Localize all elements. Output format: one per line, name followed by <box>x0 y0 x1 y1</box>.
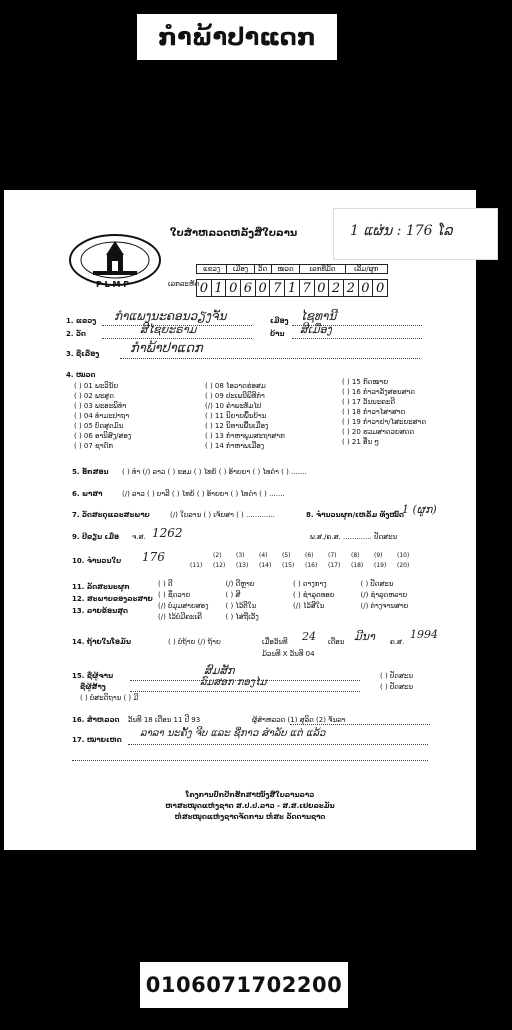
sheet-number-tab <box>333 208 498 260</box>
field-14-day: 24 <box>302 630 316 643</box>
code-header: ວັດ <box>254 265 271 274</box>
category-item[interactable]: ( ) 19 ກຳວາຢາ/ໄສະຍະສາດ <box>342 418 427 426</box>
category-item[interactable]: ( ) 21 ອື່ນ ໆ <box>342 438 380 446</box>
page-count-cell: (13) <box>236 562 249 569</box>
field-6-label: 6. ພາສາ <box>72 490 103 498</box>
page-count-cell: (8) <box>351 552 360 559</box>
condition-option[interactable]: (/) ຊຳລຸດຫລາຍ <box>360 591 408 599</box>
page-count-cell: (6) <box>305 552 314 559</box>
field-3-label: 3. ຊື່ເລື່ອງ <box>66 350 100 358</box>
field-14-month-label: ເດືອນ <box>328 638 345 646</box>
code-digit: 0 <box>255 280 270 297</box>
page-count-cell: (7) <box>328 552 337 559</box>
code-header: ເລີ້ມ/ຜູກ <box>345 265 387 274</box>
condition-option[interactable]: ( ) ປັດສະນ <box>360 580 394 588</box>
logo-text: P L M P <box>96 280 130 289</box>
category-item[interactable]: ( ) 15 ກົດໝາຍ <box>342 378 389 386</box>
category-item[interactable]: ( ) 02 ພະສູດ <box>74 392 114 400</box>
page-count-cell: (14) <box>259 562 272 569</box>
category-item[interactable]: ( ) 11 ນິຍາຍພຶ້ນບ້ານ <box>205 412 267 420</box>
page-count-cell: (12) <box>213 562 226 569</box>
footer-line-2: ຫາສະໝຸດແຫ່ງຊາດ ສ.ປ.ປ.ລາວ - ສ.ສ.ເຢຍລະມັນ <box>165 802 335 810</box>
footer-code-card <box>140 962 348 1008</box>
condition-option[interactable]: (/) ດີຫຼາຍ <box>225 580 255 588</box>
code-digit: 7 <box>299 280 314 297</box>
category-item[interactable]: ( ) 16 ກຳວາລັງສອນສາດ <box>342 388 415 396</box>
page-count-grid <box>190 552 420 569</box>
category-col-3 <box>342 377 426 447</box>
reg-label: ເລກລະຫັດ <box>168 280 200 288</box>
field-8-value: 1 (ຜູກ) <box>402 503 437 516</box>
field-14-month: ມີນາ <box>354 630 375 643</box>
field-2-label: 2. ວັດ <box>66 330 86 338</box>
condition-option[interactable]: ( ) ຊຳລຸດທອຍ <box>293 591 335 599</box>
condition-grid <box>158 580 428 621</box>
category-item[interactable]: ( ) 07 ຊາດົກ <box>74 442 113 450</box>
condition-option[interactable]: (/) ໄວ້ບໍ່ມີຄະເຄີ <box>158 613 202 621</box>
field-5-options[interactable]: ( ) ທຳ (/) ລາວ ( ) ຂອມ ( ) ໄທຍ້ ( ) ອ້າຍຍາ ( ) ໄທດຳ ( ) ....... <box>122 468 307 476</box>
field-10-label: 10. ຈຳນວນໃບ <box>72 557 122 565</box>
code-header-row <box>197 265 388 274</box>
field-8-label: 8. ຈຳນວນຜູກ/ເຫລັ້ມ ທັງໝົດ <box>306 511 404 519</box>
field-7-label: 7. ວັດສະດຸແລະສະພາບ <box>72 511 150 519</box>
field-15b-label: ຊື່ຜູ້ສ້າງ <box>80 683 106 691</box>
page-count-cell: (4) <box>259 552 268 559</box>
page-count-cell: (20) <box>397 562 410 569</box>
code-digit: 0 <box>358 280 373 297</box>
field-15c[interactable]: ( ) ບໍ່ສະດິຖານ ( ) ມີ <box>80 694 139 702</box>
category-item[interactable]: ( ) 09 ປະເພນີພິທີກຳ <box>205 392 265 400</box>
category-item[interactable]: ( ) 03 ພະອະພິທຳ <box>74 402 127 410</box>
category-item[interactable]: ( ) 13 ກຳຫາພູມສະຖາສາກ <box>205 432 285 440</box>
field-1b-value: ໄຊທານີ <box>300 309 337 323</box>
header-title: ກຳພ້າປາແດກ <box>158 23 316 51</box>
category-item[interactable]: ( ) 01 ພະວິນັຍ <box>74 382 119 390</box>
field-16-surveyor: ຜູ້ສຳຫລວດ (1) ສຸລິດ (2) ຈັນລາ <box>252 716 346 724</box>
field-15-suffix[interactable]: ( ) ປັດສະນ <box>380 672 413 680</box>
condition-option[interactable]: ( ) ໄສ່ຖືເວັ້ງ <box>225 613 259 621</box>
category-item[interactable]: ( ) 17 ວັນນະຄະດີ <box>342 398 396 406</box>
field-15-label: 15. ຊື່ຜູ້ຈານ <box>72 672 114 680</box>
field-9-rest: ພ.ສ./ຄ.ສ. ............. ປັດສະນ <box>310 533 398 541</box>
form-title: ໃບສຳຫລວດຫລັງສືໃບລານ <box>170 228 298 239</box>
condition-option[interactable]: ( ) ສີ <box>225 591 241 599</box>
category-item[interactable]: ( ) 08 ໄອວາດຮ່ອສມ <box>205 382 266 390</box>
category-col-2 <box>205 381 285 451</box>
sheet-number: 1 ແຜ່ນ : 176 ໂລ <box>350 223 453 239</box>
code-digit: 2 <box>329 280 344 297</box>
footer-line-3: ຫໍສະໝຸດແຫ່ງຊາດຈັດການ ຫໍສະ ລັດດານຊາດ <box>174 813 326 821</box>
condition-option[interactable]: (/) ບໍ່ມຸມສາຍສອງ <box>158 602 209 610</box>
page-count-cell: (5) <box>282 552 291 559</box>
field-16-date: ວັນທີ 18 ເດືອນ 11 ປີ 93 <box>128 716 201 724</box>
field-14-year-label: ຄ.ສ. <box>390 638 405 646</box>
category-item[interactable]: ( ) 14 ກຳຫາພເມືອງ <box>205 442 265 450</box>
field-16-label: 16. ສຳຫລວດ <box>72 716 120 724</box>
field-2b-value: ສີເມືອງ <box>300 323 332 336</box>
category-item[interactable]: ( ) 06 ອານິສົງ/ສອງ <box>74 432 132 440</box>
field-1b-label: ເມືອງ <box>270 317 289 325</box>
code-values-table <box>196 279 388 297</box>
code-digit: 6 <box>241 280 256 297</box>
field-15-value: ສົມສັກ <box>204 664 235 677</box>
field-14-options[interactable]: ( ) ບໍ່ຖ້າຍ (/) ຖ້າຍ <box>168 638 221 646</box>
code-values-row <box>197 280 388 297</box>
category-item[interactable]: ( ) 05 ບົດສູດມົນ <box>74 422 124 430</box>
footer-line-1: ໂຄງການປົກປັກຮັກສາໜັງສືໃບລານລາວ <box>185 791 315 799</box>
condition-option[interactable]: ( ) ຊຶດວາຍ <box>158 591 191 599</box>
field-14-roll: ມ້ວນທີ X ວັນທີ 04 <box>262 650 315 658</box>
code-header: ແຂວງ <box>197 265 227 274</box>
page-count-cell: (16) <box>305 562 318 569</box>
field-17-label: 17. ໝາຍເຫດ <box>72 736 122 744</box>
field-9-value: 1262 <box>152 526 183 540</box>
category-col-1 <box>74 381 131 451</box>
field-2b-label: ບ້ານ <box>270 330 285 338</box>
category-item[interactable]: ( ) 18 ກຳວາໄສາສາດ <box>342 408 406 416</box>
page-count-cell: (15) <box>282 562 295 569</box>
form-footer <box>150 790 350 823</box>
code-header: ເມືອງ <box>227 265 254 274</box>
page-count-cell <box>190 552 213 559</box>
footer-code: 0106071702200 <box>145 973 343 997</box>
code-digit: 7 <box>270 280 285 297</box>
field-12-label: 12. ສະພາບຂອງລະສາຍ <box>72 595 153 603</box>
field-14-label: 14. ຖ້າຍໃນໂອມັນ <box>72 638 131 646</box>
field-5-label: 5. ອັກສອນ <box>72 468 109 476</box>
code-digit: 0 <box>314 280 329 297</box>
page-count-cell: (3) <box>236 552 245 559</box>
condition-option[interactable]: ( ) ດີ <box>158 580 173 588</box>
page-count-cell: (9) <box>374 552 383 559</box>
code-digit: 1 <box>211 280 226 297</box>
field-15b-value: ລົມສອກ ກອງໄມ <box>200 677 267 688</box>
field-7-options[interactable]: (/) ໃບລານ ( ) ເຈ້ຍສາ ( ) ............. <box>170 511 275 519</box>
category-item[interactable]: ( ) 04 ທຳມະປາຖາ <box>74 412 130 420</box>
category-item[interactable]: ( ) 12 ນິທານພື້ນເມືອງ <box>205 422 269 430</box>
field-11-label: 11. ລັດສະນະຜູກ <box>72 583 130 591</box>
page-count-cell: (19) <box>374 562 387 569</box>
page-count-cell: (17) <box>328 562 341 569</box>
condition-option[interactable]: (/) ຕ່າງຈານສາຍ <box>360 602 409 610</box>
field-9-cs: ຈ.ສ. <box>132 533 146 541</box>
code-table <box>196 264 388 274</box>
field-17-value: ລາລາ ນະຄັ້ງ ຈີບ ແລະ ຊີ່ກາວ ສຳລັບ ແຕ່ ແລ້ວ <box>140 728 326 739</box>
condition-option[interactable]: ( ) ໄວ້ຕີໃນ <box>225 602 257 610</box>
page-count-cell: (2) <box>213 552 222 559</box>
field-13-label: 13. ລາຍຂ້ອນສຸດ <box>72 607 128 615</box>
field-1-label: 1. ແຂວງ <box>66 317 97 325</box>
header-title-card <box>137 14 337 60</box>
field-14-date-label: ເມື່ອວັນທີ <box>262 638 288 646</box>
field-15b-suffix[interactable]: ( ) ປັດສະນ <box>380 683 413 691</box>
page-count-cell: (10) <box>397 552 410 559</box>
page-count-cell: (18) <box>351 562 364 569</box>
code-digit: 0 <box>197 280 212 297</box>
condition-option[interactable]: ( ) ດາງກາງ <box>293 580 327 588</box>
field-1-value: ກຳແພງນະຄອນວຽງຈັນ <box>114 309 227 323</box>
condition-option[interactable]: (/) ໄວ້ສີໃນ <box>293 602 325 610</box>
page-count-cell: (11) <box>190 562 203 569</box>
code-header: ເລກທີ່ມັດ <box>300 265 345 274</box>
field-9-label: 9. ປີຂຽນ ເມື່ອ <box>72 533 120 541</box>
code-digit: 2 <box>343 280 358 297</box>
field-2-value: ສີໄຊຍະຣາມ <box>140 323 197 336</box>
code-header: ໝວດ <box>271 265 300 274</box>
code-digit: 0 <box>226 280 241 297</box>
category-item[interactable]: (/) 10 ຄຳພະທັມໄປ <box>205 402 262 410</box>
category-item[interactable]: ( ) 20 ຮວມສາດວຍສດດ <box>342 428 415 436</box>
code-digit: 1 <box>285 280 300 297</box>
field-6-options[interactable]: (/) ລາວ ( ) ບາລີ ( ) ໄທຍ້ ( ) ອ້າຍຍາ ( ) ໄທດຳ ( ) ....... <box>122 490 285 498</box>
code-digit: 0 <box>373 280 388 297</box>
field-14-year: 1994 <box>410 628 438 641</box>
field-10-value: 176 <box>142 550 165 564</box>
field-3-value: ກຳພ້າປາແດກ <box>130 341 203 356</box>
field-4-label: 4. ໝວດ <box>66 371 96 379</box>
